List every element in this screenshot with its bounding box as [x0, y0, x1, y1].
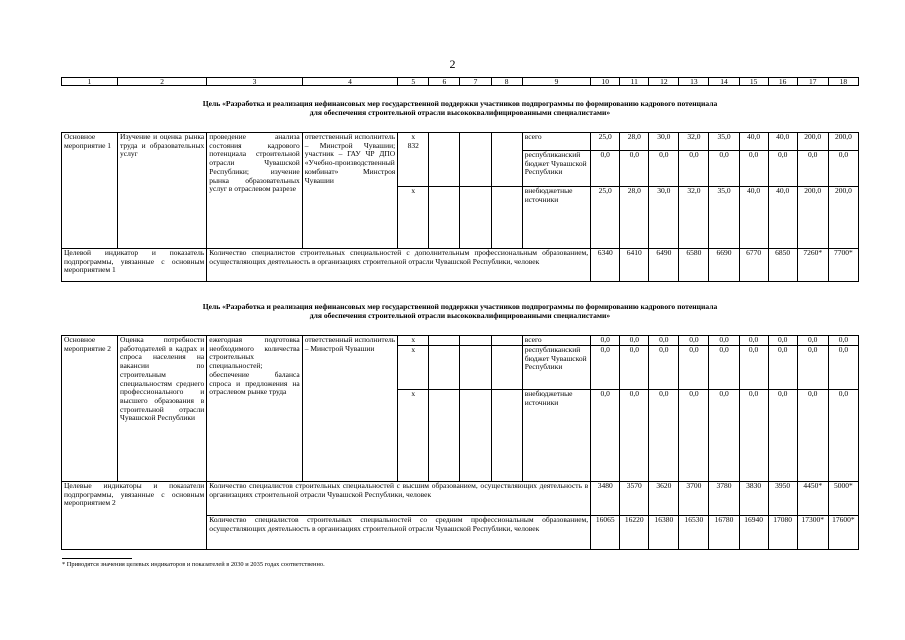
value-cell: 0,0 — [620, 390, 649, 482]
value-cell: 0,0 — [797, 346, 828, 390]
event-2-source-total: всего — [522, 336, 590, 346]
indicator-2b-text: Количество специалистов строительных специальностей со средним профессиональным образованием, осуществляющих деятельность в организациях строительной отрасли Чувашской Республики, человек — [207, 516, 591, 550]
value-cell: 32,0 — [679, 133, 709, 151]
value-cell: 0,0 — [828, 336, 858, 346]
value-cell: 0,0 — [679, 336, 709, 346]
column-number: 14 — [709, 78, 739, 86]
event-1-code-2: х — [398, 187, 429, 249]
value-cell: 3570 — [620, 482, 649, 516]
value-cell: 3950 — [768, 482, 797, 516]
value-cell: 0,0 — [768, 390, 797, 482]
value-cell: 3700 — [679, 482, 709, 516]
event-1-table — [61, 132, 859, 282]
value-cell: 32,0 — [679, 187, 709, 249]
value-cell: 0,0 — [828, 390, 858, 482]
indicator-2a-text: Количество специалистов строительных специальностей с высшим образованием, осуществляющих деятельность в организациях строительной отрасли Чувашской Республики, человек — [207, 482, 591, 516]
event-2-code: х — [398, 336, 429, 346]
value-cell: 0,0 — [739, 151, 768, 187]
value-cell: 40,0 — [768, 187, 797, 249]
event-2-title: Оценка потребности работодателей в кадрах и спроса населения на вакансии по строительным специальностям среднего профессионального и высшего образования в строительной отрасли Чувашской Республики — [118, 336, 207, 482]
indicator-1-label: Целевой индикатор и показатель подпрограммы, увязанные с основным мероприятием 1 — [62, 249, 207, 282]
value-cell: 35,0 — [709, 187, 739, 249]
value-cell: 200,0 — [797, 133, 828, 151]
value-cell: 3780 — [709, 482, 739, 516]
column-number: 15 — [739, 78, 768, 86]
value-cell: 25,0 — [591, 187, 620, 249]
column-number: 11 — [620, 78, 649, 86]
value-cell: 0,0 — [649, 390, 679, 482]
value-cell: 0,0 — [709, 151, 739, 187]
event-1-code: х 832 — [398, 133, 429, 187]
column-number: 17 — [797, 78, 828, 86]
page-number: 2 — [449, 57, 456, 71]
value-cell: 0,0 — [620, 151, 649, 187]
value-cell: 17300* — [797, 516, 828, 550]
value-cell: 0,0 — [620, 346, 649, 390]
value-cell: 28,0 — [620, 187, 649, 249]
goal-1-line1: Цель «Разработка и реализация нефинансовых мер государственной поддержки участников подпрограммы по формированию кадрового потенциала — [202, 99, 718, 108]
value-cell: 4450* — [797, 482, 828, 516]
value-cell: 28,0 — [620, 133, 649, 151]
value-cell: 6580 — [679, 249, 709, 282]
goal-1-line2: для обеспечения строительной отрасли высококвалифицированными специалистами» — [309, 108, 611, 117]
value-cell: 17080 — [768, 516, 797, 550]
event-1-title: Изучение и оценка рынка труда и образовательных услуг — [118, 133, 207, 249]
value-cell: 6490 — [649, 249, 679, 282]
value-cell: 7260* — [797, 249, 828, 282]
column-number: 16 — [768, 78, 797, 86]
value-cell: 0,0 — [649, 336, 679, 346]
value-cell: 17600* — [828, 516, 858, 550]
event-2-executors: ответственный исполнитель – Минстрой Чувашии — [302, 336, 397, 482]
value-cell: 0,0 — [679, 151, 709, 187]
event-1-executors: ответственный исполнитель – Минстрой Чувашии; участник – ГАУ ЧР ДПО «Учебно-производственный комбинат» Минстроя Чувашии — [302, 133, 397, 249]
goal-2-line2: для обеспечения строительной отрасли высококвалифицированными специалистами» — [309, 311, 611, 320]
event-1-name: Основное мероприятие 1 — [62, 133, 118, 249]
value-cell: 0,0 — [679, 346, 709, 390]
value-cell: 0,0 — [828, 346, 858, 390]
value-cell: 16940 — [739, 516, 768, 550]
column-number: 4 — [302, 78, 397, 86]
footnote: * Приводятся значения целевых индикаторов и показателей в 2030 и 2035 годах соответственно. — [62, 561, 325, 568]
value-cell: 200,0 — [797, 187, 828, 249]
value-cell: 0,0 — [709, 336, 739, 346]
value-cell: 0,0 — [591, 336, 620, 346]
value-cell: 0,0 — [591, 346, 620, 390]
value-cell: 3830 — [739, 482, 768, 516]
event-2-code-2: х — [398, 346, 429, 390]
value-cell: 0,0 — [679, 390, 709, 482]
goal-2-line1: Цель «Разработка и реализация нефинансовых мер государственной поддержки участников подпрограммы по формированию кадрового потенциала — [202, 302, 718, 311]
value-cell: 0,0 — [649, 151, 679, 187]
value-cell: 0,0 — [739, 390, 768, 482]
value-cell: 35,0 — [709, 133, 739, 151]
value-cell: 0,0 — [797, 390, 828, 482]
value-cell: 40,0 — [739, 187, 768, 249]
value-cell: 0,0 — [768, 346, 797, 390]
event-1-activities: проведение анализа состояния кадрового потенциала строительной отрасли Чувашской Республики; изучение рынка образовательных услуг в отраслевом разрезе — [207, 133, 302, 249]
value-cell: 6850 — [768, 249, 797, 282]
value-cell: 200,0 — [828, 187, 858, 249]
value-cell: 40,0 — [768, 133, 797, 151]
value-cell: 25,0 — [591, 133, 620, 151]
value-cell: 6410 — [620, 249, 649, 282]
value-cell: 6690 — [709, 249, 739, 282]
column-number: 9 — [522, 78, 590, 86]
value-cell: 0,0 — [620, 336, 649, 346]
value-cell: 0,0 — [797, 151, 828, 187]
column-number-header — [61, 77, 859, 86]
value-cell: 7700* — [828, 249, 858, 282]
value-cell: 16530 — [679, 516, 709, 550]
footnote-divider — [62, 558, 132, 559]
event-2-source-extra: внебюджетные источники — [522, 390, 590, 482]
value-cell: 0,0 — [797, 336, 828, 346]
column-number: 12 — [649, 78, 679, 86]
value-cell: 16380 — [649, 516, 679, 550]
value-cell: 0,0 — [739, 336, 768, 346]
value-cell: 16780 — [709, 516, 739, 550]
column-number: 2 — [118, 78, 207, 86]
value-cell: 6340 — [591, 249, 620, 282]
indicator-2-label: Целевые индикаторы и показатели подпрограммы, увязанные с основным мероприятием 2 — [62, 482, 207, 550]
event-2-source-republic: республиканский бюджет Чувашской Республики — [522, 346, 590, 390]
value-cell: 0,0 — [709, 390, 739, 482]
event-2-name: Основное мероприятие 2 — [62, 336, 118, 482]
value-cell: 0,0 — [768, 151, 797, 187]
event-2-table — [61, 335, 859, 550]
value-cell: 0,0 — [709, 346, 739, 390]
event-1-source-republic: республиканский бюджет Чувашской Республики — [522, 151, 590, 187]
goal-2-title — [60, 302, 860, 320]
column-number: 18 — [828, 78, 858, 86]
value-cell: 5000* — [828, 482, 858, 516]
value-cell: 0,0 — [649, 346, 679, 390]
value-cell: 16220 — [620, 516, 649, 550]
event-2-activities: ежегодная подготовка необходимого количества строительных специальностей; обеспечение баланса спроса и предложения на отраслевом рынке труда — [207, 336, 302, 482]
column-number: 5 — [398, 78, 429, 86]
value-cell: 3620 — [649, 482, 679, 516]
value-cell: 0,0 — [828, 151, 858, 187]
indicator-1-text: Количество специалистов строительных специальностей с дополнительным профессиональным образованием, осуществляющих деятельность в организациях строительной отрасли Чувашской Республики, человек — [207, 249, 591, 282]
value-cell: 200,0 — [828, 133, 858, 151]
column-number: 6 — [429, 78, 460, 86]
column-number: 7 — [460, 78, 491, 86]
column-number: 8 — [491, 78, 522, 86]
value-cell: 0,0 — [591, 390, 620, 482]
event-1-source-extra: внебюджетные источники — [522, 187, 590, 249]
value-cell: 0,0 — [768, 336, 797, 346]
value-cell: 40,0 — [739, 133, 768, 151]
value-cell: 30,0 — [649, 187, 679, 249]
value-cell: 6770 — [739, 249, 768, 282]
value-cell: 16065 — [591, 516, 620, 550]
event-2-code-3: х — [398, 390, 429, 482]
column-number: 1 — [62, 78, 118, 86]
value-cell: 0,0 — [739, 346, 768, 390]
value-cell: 0,0 — [591, 151, 620, 187]
value-cell: 30,0 — [649, 133, 679, 151]
column-number: 3 — [207, 78, 302, 86]
value-cell: 3480 — [591, 482, 620, 516]
goal-1-title — [60, 99, 860, 117]
event-1-source-total: всего — [522, 133, 590, 151]
column-number: 10 — [591, 78, 620, 86]
column-number: 13 — [679, 78, 709, 86]
